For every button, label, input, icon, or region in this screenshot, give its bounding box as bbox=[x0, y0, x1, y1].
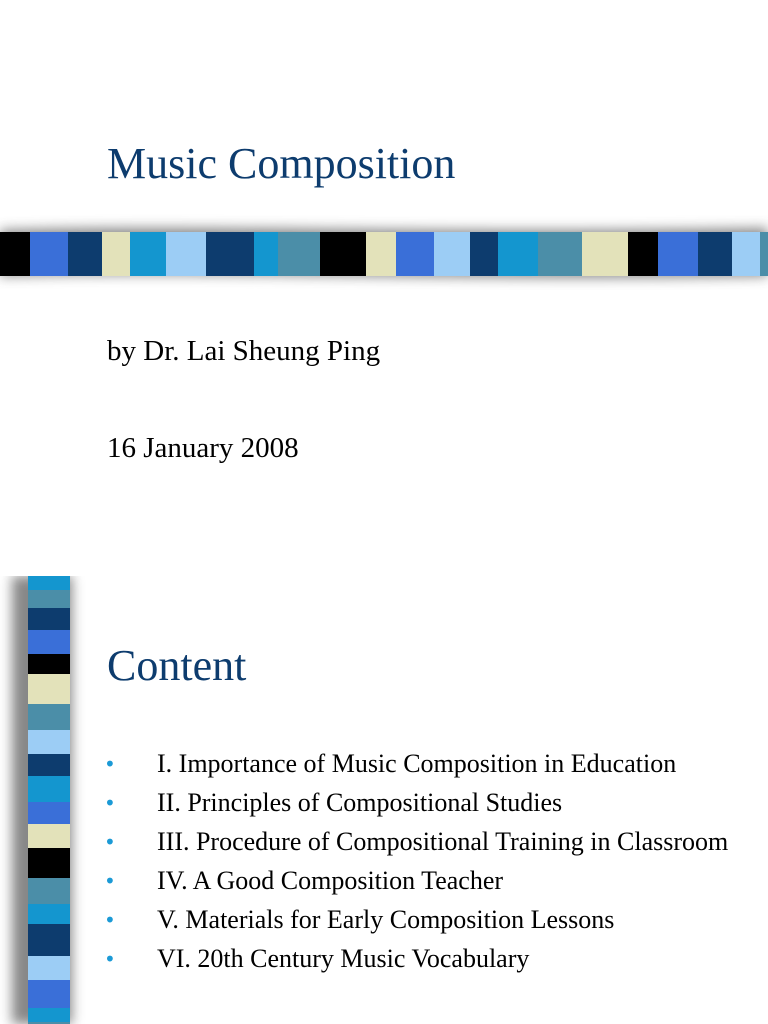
strip-tile bbox=[28, 878, 70, 905]
strip-tile bbox=[28, 776, 70, 803]
decorative-tile-band bbox=[0, 210, 768, 290]
author-line: by Dr. Lai Sheung Ping bbox=[107, 335, 381, 367]
strip-tile bbox=[28, 674, 70, 705]
date-line: 16 January 2008 bbox=[107, 432, 299, 464]
slide-title: Content bbox=[107, 641, 247, 690]
list-item: • II. Principles of Compositional Studies bbox=[104, 788, 563, 817]
strip-tile bbox=[28, 590, 70, 609]
strip-tile bbox=[28, 904, 70, 925]
strip-tile bbox=[28, 576, 70, 591]
list-item: • IV. A Good Composition Teacher bbox=[104, 866, 504, 895]
band-tile bbox=[30, 232, 69, 276]
band-tile bbox=[206, 232, 255, 276]
band-tile bbox=[582, 232, 629, 276]
bullet-icon: • bbox=[104, 908, 116, 932]
band-tile bbox=[254, 232, 279, 276]
strip-tile bbox=[28, 848, 70, 879]
strip-tile bbox=[28, 824, 70, 849]
band-tile bbox=[498, 232, 539, 276]
band-tile bbox=[628, 232, 659, 276]
strip-tile bbox=[28, 956, 70, 981]
band-tile bbox=[698, 232, 733, 276]
list-item: • I. Importance of Music Composition in Education bbox=[104, 749, 677, 778]
strip-tile bbox=[28, 704, 70, 731]
band-tile bbox=[130, 232, 167, 276]
band-tile bbox=[732, 232, 761, 276]
strip-tile bbox=[28, 1008, 70, 1023]
bullet-icon: • bbox=[104, 830, 116, 854]
strip-tile bbox=[28, 608, 70, 631]
band-tile bbox=[102, 232, 131, 276]
bullet-icon: • bbox=[104, 869, 116, 893]
strip-tile bbox=[28, 980, 70, 1009]
band-tile bbox=[278, 232, 321, 276]
bullet-icon: • bbox=[104, 752, 116, 776]
strip-tile bbox=[28, 754, 70, 777]
decorative-tile-strip bbox=[0, 576, 90, 1024]
slide-title: Music Composition bbox=[107, 139, 456, 188]
band-tile bbox=[658, 232, 699, 276]
band-tile bbox=[434, 232, 471, 276]
content-slide bbox=[0, 576, 768, 1024]
bullet-icon: • bbox=[104, 947, 116, 971]
strip-tile bbox=[28, 802, 70, 825]
content-list bbox=[104, 748, 754, 982]
band-tile bbox=[68, 232, 103, 276]
list-item: • III. Procedure of Compositional Training in Classroom bbox=[104, 827, 729, 856]
band-tile bbox=[470, 232, 499, 276]
band-tile bbox=[0, 232, 31, 276]
band-tile bbox=[166, 232, 207, 276]
band-tile bbox=[396, 232, 435, 276]
strip-tile bbox=[28, 730, 70, 755]
strip-tile bbox=[28, 630, 70, 655]
band-tile bbox=[760, 232, 768, 276]
bullet-icon: • bbox=[104, 791, 116, 815]
band-tile bbox=[366, 232, 397, 276]
strip-tile bbox=[28, 654, 70, 675]
strip-tile bbox=[28, 924, 70, 957]
band-tile bbox=[320, 232, 367, 276]
band-tile bbox=[538, 232, 583, 276]
list-item: • VI. 20th Century Music Vocabulary bbox=[104, 944, 530, 973]
list-item: • V. Materials for Early Composition Lessons bbox=[104, 905, 615, 934]
